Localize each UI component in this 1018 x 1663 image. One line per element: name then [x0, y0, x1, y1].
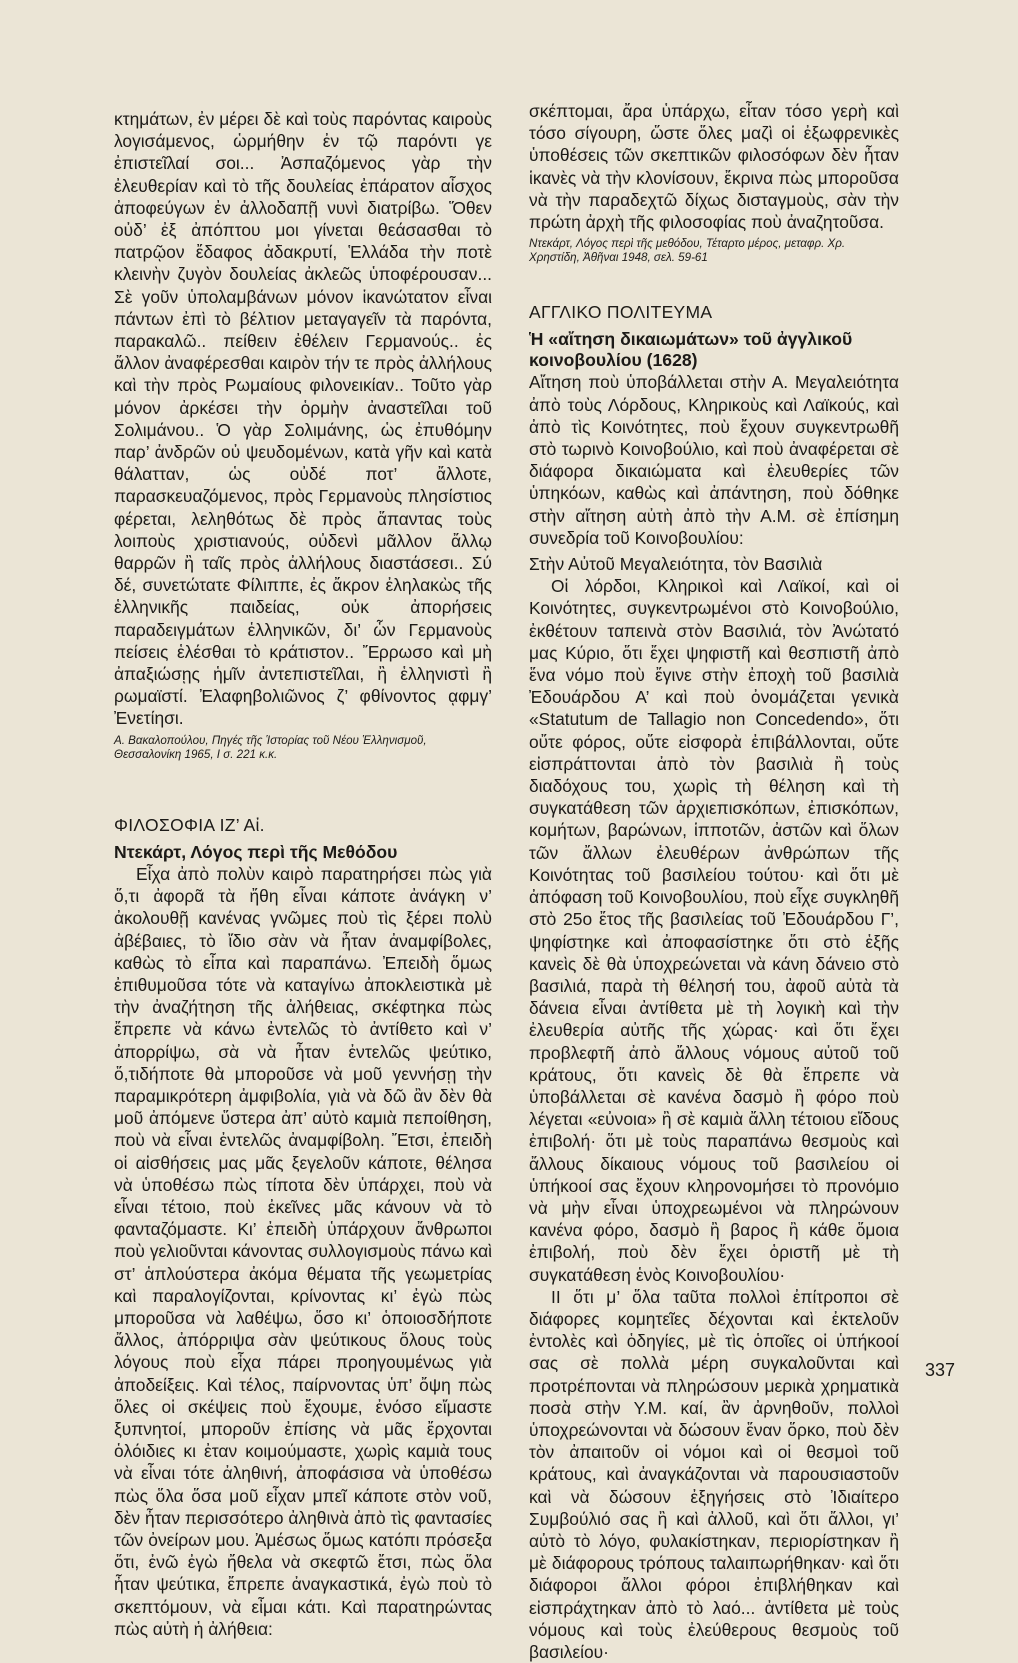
- section-title: ΦΙΛΟΣΟΦΙΑ ΙΖ’ Αἰ.: [114, 814, 265, 835]
- right-column: [529, 100, 899, 1663]
- subheading: Ἡ «αἴτηση δικαιωμάτων» τοῦ ἀγγλικοῦ κοινοβουλίου (1628): [529, 329, 853, 371]
- section-title: ΑΓΓΛΙΚΟ ΠΟΛΙΤΕΥΜΑ: [529, 302, 713, 323]
- subheading: Ντεκάρτ, Λόγος περὶ τῆς Μεθόδου: [114, 841, 398, 862]
- petition-paragraph: ΙΙ ὅτι μ’ ὅλα ταῦτα πολλοὶ ἐπίτροποι σὲ διάφορες κομητεῖες δέχονται καὶ ἐκτελοῦν ἐντολὲς καὶ ὁδηγίες, μὲ τὶς ὁποῖες οἱ ὑπήκοοί σας σὲ πολλὰ μέρη συγκαλοῦνται καὶ προτρέπονται νὰ πληρώσουν μερικὰ χρηματικὰ ποσὰ στὴν Υ.Μ. καί, ἂν ἀρνηθοῦν, πολλοὶ ὑποχρεώνονται νὰ δώσουν ἕναν ὅρκο, ποὺ δὲν τὸν ἀπαιτοῦν οἱ νόμοι καὶ οἱ θεσμοὶ τοῦ κράτους, καὶ ἀναγκάζονται νὰ παρουσιαστοῦν καὶ νὰ δώσουν ἐξηγήσεις στὸ Ἰδιαίτερο Συμβούλιό σας ἢ καὶ ἀλλοῦ, καὶ ὅτι ἄλλοι, γι’ αὐτὸ τὸ λόγο, φυλακίστηκαν, περιορίστηκαν ἢ μὲ διάφορους τρόπους ταλαιπωρήθηκαν· καὶ ὅτι διάφοροι ἄλλοι φόροι ἐπιβλήθηκαν καὶ εἰσπράχτηκαν ἀπὸ τὸ λαό... ἀντίθετα μὲ τοὺς νόμους καὶ τοὺς ἐλεύθερους θεσμοὺς τοῦ βασιλείου·: [529, 1286, 899, 1662]
- citation: Α. Βακαλοπούλου, Πηγές τῆς Ἱστορίας τοῦ Νέου Ἑλληνισμοῦ, Θεσσαλονίκη 1965, Ι σ. 221 κ.κ.: [114, 733, 427, 761]
- petition-intro: Αἴτηση ποὺ ὑποβάλλεται στὴν Α. Μεγαλειότητα ἀπὸ τοὺς Λόρδους, Κληρικοὺς καὶ Λαϊκούς, καὶ ἀπὸ τὶς Κοινότητες, ποὺ ἔχουν συγκεντρωθῆ στὸ τωρινὸ Κοινοβούλιο, καὶ ποὺ ἀναφέρεται σὲ διάφορα δικαιώματα καὶ ἐλευθερίες τῶν ὑπηκόων, καθὼς καὶ ἀπάντηση, ποὺ δόθηκε στὴν αἴτηση αὐτὴ ἀπὸ τὴν Α.Μ. σὲ ἐπίσημη συνεδρία τοῦ Κοινοβουλίου:: [529, 372, 899, 548]
- descartes-paragraph: Εἶχα ἀπὸ πολὺν καιρὸ παρατηρήσει πὼς γιὰ ὅ,τι ἀφορᾶ τὰ ἤθη εἶναι κάποτε ἀνάγκη ν’ ἀκολουθῇ κανένας γνῶμες ποὺ τὶς ξέρει πολὺ ἀβέβαιες, τὸ ἴδιο σὰν νὰ ἦταν ἀναμφίβολες, καθὼς τὸ εἶπα καὶ παραπάνω. Ἐπειδὴ ὅμως ἐπιθυμοῦσα τότε νὰ καταγίνω ἀποκλειστικὰ μὲ τὴν ἀναζήτηση τῆς ἀλήθειας, σκέφτηκα πὼς ἔπρεπε νὰ κάνω ἐντελῶς τὸ ἀντίθετο καὶ ν’ ἀπορρίψω, σὰ νὰ ἦταν ἐντελῶς ψεύτικο, ὅ,τιδήποτε θὰ μποροῦσε νὰ μοῦ γεννήσῃ τὴν παραμικρότερη ἀμφιβολία, γιὰ νὰ δῶ ἂν δὲν θὰ μοῦ ἀπόμενε ὕστερα ἀπ’ αὐτὸ καμιὰ πεποίθηση, ποὺ νὰ εἶναι ἐντελῶς ἀναμφίβολη. Ἔτσι, ἐπειδὴ οἱ αἰσθήσεις μας μᾶς ξεγελοῦν κάποτε, θέλησα νὰ ὑποθέσω πὼς τίποτα δὲν ὑπάρχει, ποὺ νὰ εἶναι τέτοιο, ποὺ ἐκεῖνες μᾶς κάνουν νὰ τὸ φανταζόμαστε. Κι’ ἐπειδὴ ὑπάρχουν ἄνθρωποι ποὺ γελιοῦνται κάνοντας συλλογισμοὺς πάνω καὶ στ’ ἁπλούστερα ἀκόμα θέματα τῆς γεωμετρίας καὶ παραλογίζονται, κρίνοντας κι’ ἐγὼ πὼς μποροῦσα νὰ λαθέψω, ὅσο κι’ ὁποιοσδήποτε ἄλλος, ἀπόρριψα σὰν ψεύτικους ὅλους τοὺς λόγους ποὺ εἶχα πάρει προηγουμένως γιὰ ἀποδείξεις. Καὶ τέλος, παίρνοντας ὑπ’ ὄψη πὼς ὅλες οἱ σκέψεις ποὺ ἔχουμε, ἐνόσο εἴμαστε ξυπνητοί, μποροῦν ἐπίσης νὰ μᾶς ἔρχονται ὁλόιδιες κι ἐταν κοιμούμαστε, χωρὶς καμιὰ τους νὰ εἶναι τότε ἀληθινή, ἀποφάσισα νὰ ὑποθέσω πὼς ὅλα ὅσα μοῦ εἶχαν μπεῖ κάποτε στὸν νοῦ, δὲν ἦταν περισσότερο ἀληθινὰ ἀπὸ τὶς φαντασίες τῶν ὀνείρων μου. Ἀμέσως ὅμως κατόπι πρόσεξα ὅτι, ἐνῶ ἐγὼ ἤθελα νὰ σκεφτῶ ἔτσι, πὼς ὅλα ἦταν ψεύτικα, ἔπρεπε ἀναγκαστικά, ἐγὼ ποὺ τὸ σκεπτόμουν, νὰ εἶμαι κάτι. Καὶ παρατηρώντας πὼς αὐτὴ ἡ ἀλήθεια:: [114, 863, 492, 1639]
- left-column: [114, 108, 492, 1640]
- descartes-continuation: σκέπτομαι, ἄρα ὑπάρχω, εἶταν τόσο γερὴ καὶ τόσο σίγουρη, ὥστε ὅλες μαζὶ οἱ ἐξωφρενικὲς ὑποθέσεις τῶν σκεπτικῶν φιλοσόφων δὲν ἦταν ἱκανὲς νὰ τὴν κλονίσουν, ἔκρινα πὼς μποροῦσα νὰ τὴν παραδεχτῶ δίχως δισταγμοὺς, σὰν τὴν πρώτη ἀρχὴ τῆς φιλοσοφίας ποὺ ἀναζητοῦσα.: [529, 101, 899, 233]
- page-number: 337: [925, 1360, 956, 1380]
- petition-paragraph: Οἱ λόρδοι, Κληρικοὶ καὶ Λαϊκοί, καὶ οἱ Κοινότητες, συγκεντρωμένοι στὸ Κοινοβούλιο, ἐκθέτουν ταπεινὰ στὸν Βασιλιά, τὸν Ἀνώτατό μας Κύριο, ὅτι ἔχει ψηφιστῆ καὶ θεσπιστῆ ἀπὸ ἕνα νόμο ποὺ ἔγινε στὴν ἐποχὴ τοῦ βασιλιὰ Ἐδουάρδου Α’ καὶ ποὺ ὀνομάζεται γενικὰ «Statutum de Tallagio non Concedendo», ὅτι οὔτε φόρος, οὔτε εἰσφορὰ ἐπιβάλλονται, οὔτε εἰσπράττονται ἀπὸ τὸν βασιλιὰ ἢ τοὺς διαδόχους του, χωρὶς τὴ θέληση καὶ τὴ συγκατάθεση τῶν ἀρχιεπισκόπων, ἐπισκόπων, κομήτων, βαρώνων, ἱπποτῶν, ἀστῶν καὶ ὅλων τῶν ἄλλων ἐλευθέρων ἀνθρώπων τῆς Κοινότητας τοῦ βασιλείου τούτου· καὶ ὅτι μὲ ἀπόφαση τοῦ Κοινοβουλίου, ποὺ εἶχε συγκληθῆ στὸ 25ο ἔτος τῆς βασιλείας τοῦ Ἐδουάρδου Γ’, ψηφίστηκε καὶ ἀποφασίστηκε ὅτι στὸ ἑξῆς κανεὶς δὲ θὰ ὑποχρεώνεται νὰ κάνη δάνειο στὸ βασιλιά, παρὰ τὴ θέλησή του, ἀφοῦ αὐτὰ τὰ δάνεια εἶναι ἀντίθετα μὲ τὴ λογικὴ καὶ τὴν ἐλευθερία αὐτῆς τῆς χώρας· καὶ ὅτι ἔχει προβλεφτῆ ἀπὸ ἄλλους νόμους αὐτοῦ τοῦ κράτους, ὅτι κανεὶς δὲ θὰ ἔπρεπε νὰ ὑποβάλλεται σὲ κανένα δασμὸ ἢ φόρο ποὺ λέγεται «εὐνοια» ἢ σὲ καμιὰ ἄλλη τέτοιου εἴδους ἐπιβολή· ὅτι μὲ τοὺς παραπάνω θεσμοὺς καὶ ἄλλους δίκαιους νόμους τοῦ βασιλείου οἱ ὑπήκοοί σας ἔχουν κληρονομήσει τὸ προνόμιο νὰ μὴν εἶναι ὑποχρεωμένοι νὰ πληρώνουν κανένα φόρο, δασμὸ ἢ βαρος ἢ κάθε ὅμοια ἐπιβολή, ποὺ δὲν ἔχει ὁριστῆ μὲ τὴ συγκατάθεση ἑνὸς Κοινοβουλίου·: [529, 576, 899, 1285]
- citation: Ντεκάρτ, Λόγος περὶ τῆς μεθόδου, Τέταρτο μέρος, μεταφρ. Χρ. Χρηστίδη, Ἀθῆναι 1948, σελ. 59-61: [529, 237, 846, 265]
- petition-address: Στὴν Αὐτοῦ Μεγαλειότητα, τὸν Βασιλιὰ: [529, 554, 823, 575]
- letter-paragraph: κτημάτων, ἐν μέρει δὲ καὶ τοὺς παρόντας καιροὺς λογισάμενος, ὡρμήθην ἐν τῷ παρόντι γε ἐπιστεῖλαί σοι... Ἀσπαζόμενος γὰρ τὴν ἐλευθερίαν καὶ τὸ τῆς δουλείας ἐπάρατον αἶσχος ἀποφεύγων ἐν ἀλλοδαπῇ νυνὶ διατρίβω. Ὅθεν οὐδ’ ἐξ ἀπόπτου μοι γίνεται θεάσασθαι τὸ πατρῷον ἔδαφος ἀδακρυτί, Ἑλλάδα τὴν ποτὲ κλεινὴν ζυγὸν δουλείας ἀκλεῶς ὑποφέρουσαν... Σὲ γοῦν ὑπολαμβάνων μόνον ἱκανώτατον εἶναι πάντων ἐπὶ τὸ βέλτιον μεταγαγεῖν τὰ παρόντα, παρακαλῶ.. πείθειν ἐθέλειν Γερμανούς.. ἐς ἄλλον ἀναφέρεσθαι καιρὸν τήν τε πρὸς ἀλλήλους καὶ τὴν πρὸς Ρωμαίους φιλονεικίαν.. Τοῦτο γὰρ μόνον ἀρκέσει τὴν ὁρμὴν ἀναστεῖλαι τοῦ Σολιμάνου.. Ὁ γὰρ Σολιμάνης, ὡς ἐπυθόμην παρ’ ἀνδρῶν οὐ ψευδομένων, κατὰ γῆν καὶ κατὰ θάλατταν, ὡς οὐδέ ποτ’ ἄλλοτε, παρασκευαζόμενος, πρὸς Γερμανοὺς πλησίστιος φέρεται, λεληθότως δὲ πρὸς ἅπαντας τοὺς λοιποὺς χριστιανούς, οὐδενὶ μᾶλλον ἄλλῳ θαρρῶν ἢ ταῖς πρὸς ἀλλήλους διαστάσεσι.. Σύ δέ, συνετώτατε Φίλιππε, ἐς ἄκρον ἐληλακὼς τῆς ἑλληνικῆς παιδείας, οὐκ ἀπορήσεις παραδειγμάτων ἑλληνικῶν, δι’ ὧν Γερμανοὺς πείσεις ἑλέσθαι τὸ κράτιστον.. Ἔρρωσο καὶ μὴ ἀπαξιώσῃς ἡμῖν ἀντεπιστεῖλαι, ἢ ἑλληνιστὶ ἢ ρωμαϊστί. Ἐλαφηβολιῶνος ζ’ φθίνοντος ᾳφμγ’ Ἐνετίησι.: [114, 109, 492, 729]
